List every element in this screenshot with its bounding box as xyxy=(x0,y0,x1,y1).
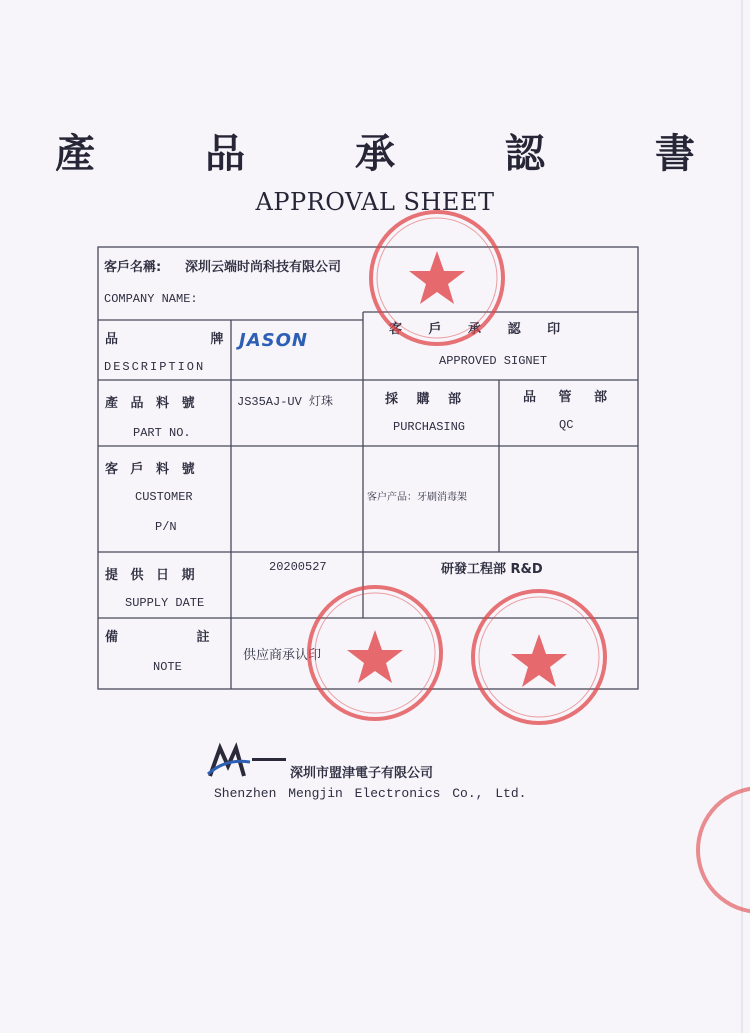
purchasing-label-cn: 採 購 部 xyxy=(385,392,462,407)
supply-date-value: 20200527 xyxy=(269,560,327,574)
company-label-cn: 客戶名稱: xyxy=(104,260,162,275)
approved-signet-label-cn: 客 戶 承 認 印 xyxy=(389,322,561,337)
customer-product: 客户产品：牙刷消毒架 xyxy=(367,492,467,503)
company-value: 深圳云端时尚科技有限公司 xyxy=(185,260,342,275)
customer-pn-label-en-2: P/N xyxy=(155,520,177,534)
footer-company-cn: 深圳市盟津電子有限公司 xyxy=(290,766,434,781)
description-label-en: DESCRIPTION xyxy=(104,360,206,374)
description-label-cn: 品 牌 xyxy=(105,332,238,347)
supplier-seal-right xyxy=(464,582,614,732)
qc-label-cn: 品 管 部 xyxy=(523,390,608,405)
purchasing-label-en: PURCHASING xyxy=(393,420,466,434)
page-title-cn: 產 品 承 認 書 xyxy=(55,130,743,177)
company-label-en: COMPANY NAME: xyxy=(104,292,198,306)
brand-logo: JASON xyxy=(239,330,308,351)
partial-seal-edge xyxy=(680,780,750,920)
page-title-en: APPROVAL SHEET xyxy=(255,188,495,216)
rd-label: 研發工程部 R&D xyxy=(441,562,543,577)
supply-date-label-en: SUPPLY DATE xyxy=(125,596,205,610)
part-no-label-en: PART NO. xyxy=(133,426,191,440)
note-label-cn: 備 註 xyxy=(105,630,210,645)
part-no-value: JS35AJ-UV 灯珠 xyxy=(237,395,334,409)
supplier-seal-left xyxy=(300,578,450,728)
customer-pn-label-en: CUSTOMER xyxy=(135,490,193,504)
customer-pn-label-cn: 客 戶 料 號 xyxy=(105,462,195,477)
qc-label-en: QC xyxy=(559,418,574,432)
supply-date-label-cn: 提 供 日 期 xyxy=(105,568,195,583)
customer-company-seal xyxy=(362,203,512,353)
note-label-en: NOTE xyxy=(153,660,182,674)
footer-company-en: Shenzhen Mengjin Electronics Co., Ltd. xyxy=(214,786,527,801)
mengjin-logo-icon xyxy=(206,740,290,780)
approved-signet-label-en: APPROVED SIGNET xyxy=(439,354,548,368)
part-no-label-cn: 產 品 料 號 xyxy=(105,396,195,411)
supplier-signet-label: 供应商承认印 xyxy=(243,648,322,663)
